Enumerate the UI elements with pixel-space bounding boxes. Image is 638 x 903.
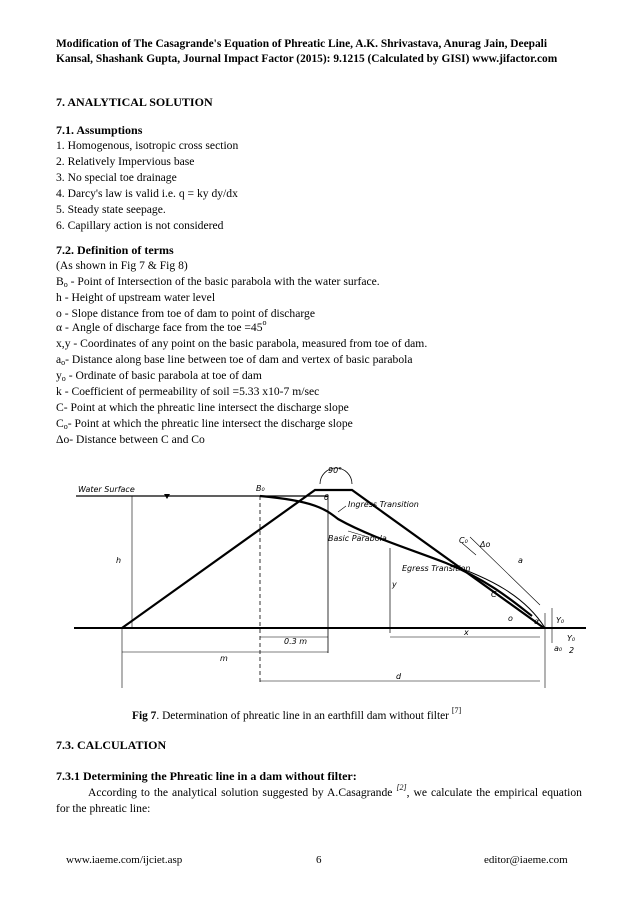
figure-caption: Fig 7. Determination of phreatic line in an earthfill dam without filter [7] [132, 706, 462, 722]
header-line-1: Modification of The Casagrande's Equation of Phreatic Line, A.K. Shrivastava, Anurag Jain, Deepali [56, 38, 547, 50]
definition-y0: $y_o$ - Ordinate of basic parabola at toe of dam [56, 369, 262, 383]
assumption-item: 4. Darcy's law is valid i.e. q = ky dy/dx [56, 187, 238, 200]
label-delta-o: Δo [480, 540, 491, 549]
label-h: h [116, 556, 122, 565]
definition-o: o - Slope distance from toe of dam to point of discharge [56, 307, 315, 320]
label-c0: C₀ [459, 536, 468, 545]
header-line-2: Kansal, Shashank Gupta, Journal Impact Factor (2015): 9.1215 (Calculated by GISI) www.jifactor.com [56, 53, 558, 65]
definitions-heading: 7.2. Definition of terms [56, 243, 174, 257]
label-90deg: 90° [328, 466, 343, 475]
label-03m: 0.3 m [284, 637, 308, 646]
label-two: 2 [569, 646, 575, 655]
label-ingress: Ingress Transition [348, 500, 419, 509]
label-water-surface: Water Surface [78, 485, 135, 494]
ingress-leader [338, 506, 346, 512]
label-c: C [491, 590, 497, 599]
definition-h: h - Height of upstream water level [56, 291, 216, 304]
label-theta: θ [324, 493, 329, 502]
label-x: x [464, 628, 469, 637]
definitions-intro: (As shown in Fig 7 & Fig 8) [56, 259, 188, 272]
label-basic-parabola: Basic Parabola [328, 534, 387, 543]
footer-email: editor@iaeme.com [484, 854, 568, 866]
dam-seepage-diagram [70, 463, 590, 698]
label-a: a [518, 556, 523, 565]
definition-delta-o: Δo- Distance between C and Co [56, 433, 205, 446]
label-d: d [396, 672, 402, 681]
definition-c: C- Point at which the phreatic line intersect the discharge slope [56, 401, 349, 414]
paragraph-casagrande: According to the analytical solution suggested by A.Casagrande [2], we calculate the empirical equation for the phreatic line: [56, 783, 582, 815]
definition-a0: $a_o-$ Distance along base line between toe of dam and vertex of basic parabola [56, 353, 413, 367]
running-header [56, 37, 584, 67]
label-o: o [508, 614, 513, 623]
label-a0: a₀ [554, 644, 563, 653]
section-heading-7: 7. ANALYTICAL SOLUTION [56, 95, 213, 109]
assumption-item: 2. Relatively Impervious base [56, 155, 195, 168]
label-m: m [220, 654, 228, 663]
assumption-item: 1. Homogenous, isotropic cross section [56, 139, 239, 152]
definition-b0: $B_o$ - Point of Intersection of the basic parabola with the water surface. [56, 275, 380, 289]
label-y0-half: Y₀ [567, 634, 576, 643]
label-b0: B₀ [256, 484, 265, 493]
footer-url: www.iaeme.com/ijciet.asp [66, 854, 183, 866]
assumption-item: 5. Steady state seepage. [56, 203, 166, 216]
label-alpha: α [534, 617, 540, 626]
assumption-item: 3. No special toe drainage [56, 171, 177, 184]
label-egress: Egress Transition [402, 564, 471, 573]
assumption-item: 6. Capillary action is not considered [56, 219, 224, 232]
assumptions-heading: 7.1. Assumptions [56, 123, 143, 137]
footer-page-number: 6 [316, 854, 322, 866]
section-heading-7-3-1: 7.3.1 Determining the Phreatic line in a dam without filter: [56, 769, 357, 783]
label-y0: Y₀ [556, 616, 565, 625]
definition-c0: $C_o-$ Point at which the phreatic line intersect the discharge slope [56, 417, 353, 431]
section-heading-7-3: 7.3. CALCULATION [56, 738, 167, 752]
definition-xy: x,y - Coordinates of any point on the basic parabola, measured from toe of dam. [56, 337, 428, 350]
definition-k: k - Coefficient of permeability of soil =5.33 x10-7 m/sec [56, 385, 320, 398]
dam-outline [122, 490, 544, 628]
label-y: y [392, 580, 397, 589]
definition-alpha: α - Angle of discharge face from the toe $=45^o$ [56, 318, 267, 334]
